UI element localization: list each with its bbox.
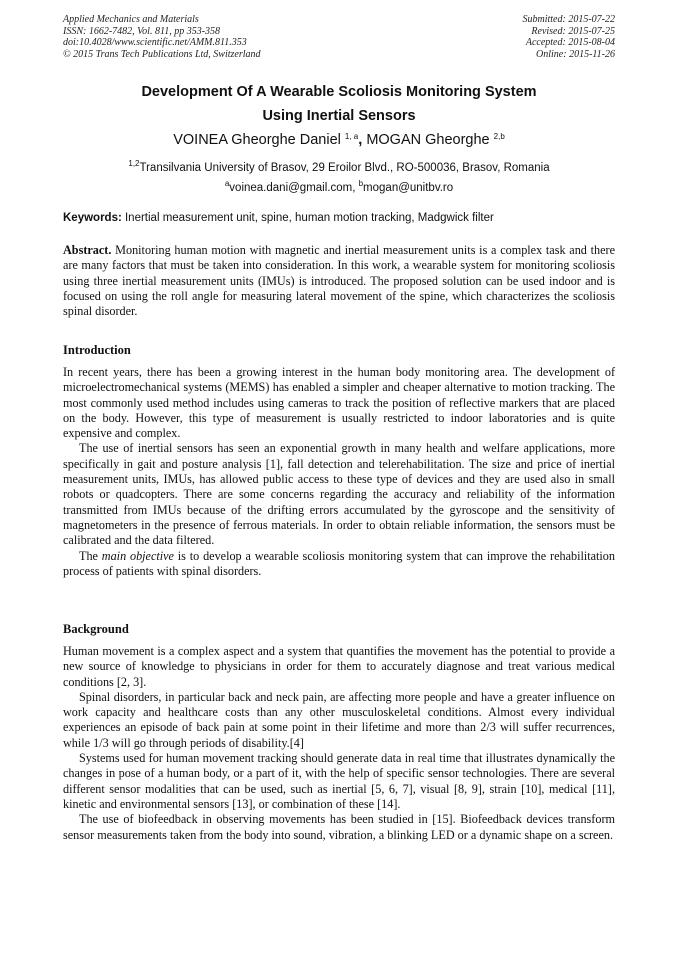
email-a: voinea.dani@gmail.com, bbox=[229, 182, 359, 194]
journal-info bbox=[63, 14, 261, 60]
background-paragraph-3: Systems used for human movement tracking should generate data in real time that illustrates dynamically the changes in pose of a human body, or a part of it, with the help of specific sensor technologies. There are several different sensor modalities that can be used, such as inertial [5, 6, 7], visual [8, 9], strain [10], medical [11], kinetic and environmental sensors [13], or combination of these [14]. bbox=[63, 751, 615, 811]
paper-title bbox=[63, 80, 615, 128]
introduction-heading: Introduction bbox=[63, 343, 131, 357]
author-emails bbox=[63, 177, 615, 195]
submission-dates bbox=[523, 14, 616, 60]
title-line-1: Development Of A Wearable Scoliosis Monitoring System bbox=[141, 84, 537, 100]
keywords-label: Keywords: bbox=[63, 212, 122, 224]
title-line-2: Using Inertial Sensors bbox=[262, 108, 416, 124]
background-paragraph-2: Spinal disorders, in particular back and neck pain, are affecting more people and have a greater influence on work capacity and healthcare costs than any other musculoskeletal conditions. Almost every individual experiences an episode of back pain at some point in their lifetime and more than 2/3 will suffer recurrences, while 1/3 will go through periods of disability.[4] bbox=[63, 689, 615, 750]
abstract-label: Abstract. bbox=[63, 243, 112, 257]
intro-paragraph-2: The use of inertial sensors has seen an exponential growth in many health and welfare applications, more specifically in gait and posture analysis [1], fall detection and telerehabilitation. The size and price of inertial measurement units, IMUs, has allowed public access to these type of devices and they are used also in small robots or quadcopters. There are some concerns regarding the accuracy and reliability of the information transmitted from IMUs because of the drifting errors accumulated by the gyroscope and the sensitivity of magnetometers in the presence of ferrous materials. In order to obtain reliable information, the sensors must be calibrated and the data filtered. bbox=[63, 441, 615, 548]
author-list bbox=[63, 128, 615, 149]
abstract-text: Monitoring human motion with magnetic and inertial measurement units is a complex task and there are many factors that must be taken into consideration. In this work, a wearable system for monitoring scoliosis using three inertial measurement units (IMUs) is introduced. The proposed solution can be used indoor and is focused on using the roll angle for measuring lateral movement of the spine, which characterizes the scoliosis spinal disorder. bbox=[63, 243, 615, 319]
introduction-section bbox=[63, 365, 615, 579]
keywords bbox=[63, 211, 615, 225]
author-1: VOINEA Gheorghe Daniel bbox=[173, 132, 341, 148]
affiliation-text: Transilvania University of Brasov, 29 Eroilor Blvd., RO-500036, Brasov, Romania bbox=[139, 162, 550, 174]
intro-paragraph-3 bbox=[63, 549, 615, 580]
background-heading: Background bbox=[63, 622, 129, 636]
journal-issn: ISSN: 1662-7482, Vol. 811, pp 353-358 bbox=[63, 25, 221, 37]
submitted-date: Submitted: 2015-07-22 bbox=[522, 14, 615, 25]
author-1-affiliation-mark: 1, a bbox=[344, 132, 359, 141]
background-paragraph-1: Human movement is a complex aspect and a system that quantifies the movement has the potential to provide a new source of knowledge to physicians in order for them to accurately diagnose and treat various medical conditions [2, 3]. bbox=[63, 644, 615, 689]
background-section bbox=[63, 644, 615, 843]
background-paragraph-4: The use of biofeedback in observing movements has been studied in [15]. Biofeedback devices transform sensor measurements taken from the body into sound, vibration, a blinking LED or a dynamic shape on a screen. bbox=[63, 812, 615, 842]
author-separator: , bbox=[358, 132, 367, 148]
journal-name: Applied Mechanics and Materials bbox=[63, 14, 199, 25]
revised-date: Revised: 2015-07-25 bbox=[531, 25, 615, 37]
author-2: MOGAN Gheorghe bbox=[366, 132, 490, 148]
author-2-affiliation-mark: 2,b bbox=[493, 132, 505, 141]
affiliation bbox=[63, 157, 615, 175]
email-mark-b: b bbox=[358, 179, 364, 188]
affiliation-mark: 1,2 bbox=[128, 159, 140, 168]
keywords-text: Inertial measurement unit, spine, human motion tracking, Madgwick filter bbox=[121, 212, 494, 224]
abstract bbox=[63, 243, 615, 319]
accepted-date: Accepted: 2015-08-04 bbox=[525, 37, 615, 48]
online-date: Online: 2015-11-26 bbox=[536, 48, 615, 60]
intro-p3-end: is to develop a wearable scoliosis monitoring system that can improve the rehabilitation process of patients with spinal disorders. bbox=[63, 548, 615, 578]
main-objective-emphasis: main objective bbox=[101, 548, 174, 563]
journal-doi: doi:10.4028/www.scientific.net/AMM.811.353 bbox=[63, 37, 247, 48]
intro-p3-start: The bbox=[79, 548, 102, 563]
email-b: mogan@unitbv.ro bbox=[363, 182, 454, 194]
journal-copyright: © 2015 Trans Tech Publications Ltd, Switzerland bbox=[63, 48, 261, 60]
email-mark-a: a bbox=[224, 179, 230, 188]
intro-paragraph-1: In recent years, there has been a growing interest in the human body monitoring area. The development of microelectromechanical systems (MEMS) has enabled a simpler and cheaper alternative to motion tracking. The most commonly used method includes using cameras to track the position of reflective markers that are placed on the body. However, this type of measurement is usually restricted to indoor laboratories and is quite expensive and complex. bbox=[63, 365, 615, 441]
